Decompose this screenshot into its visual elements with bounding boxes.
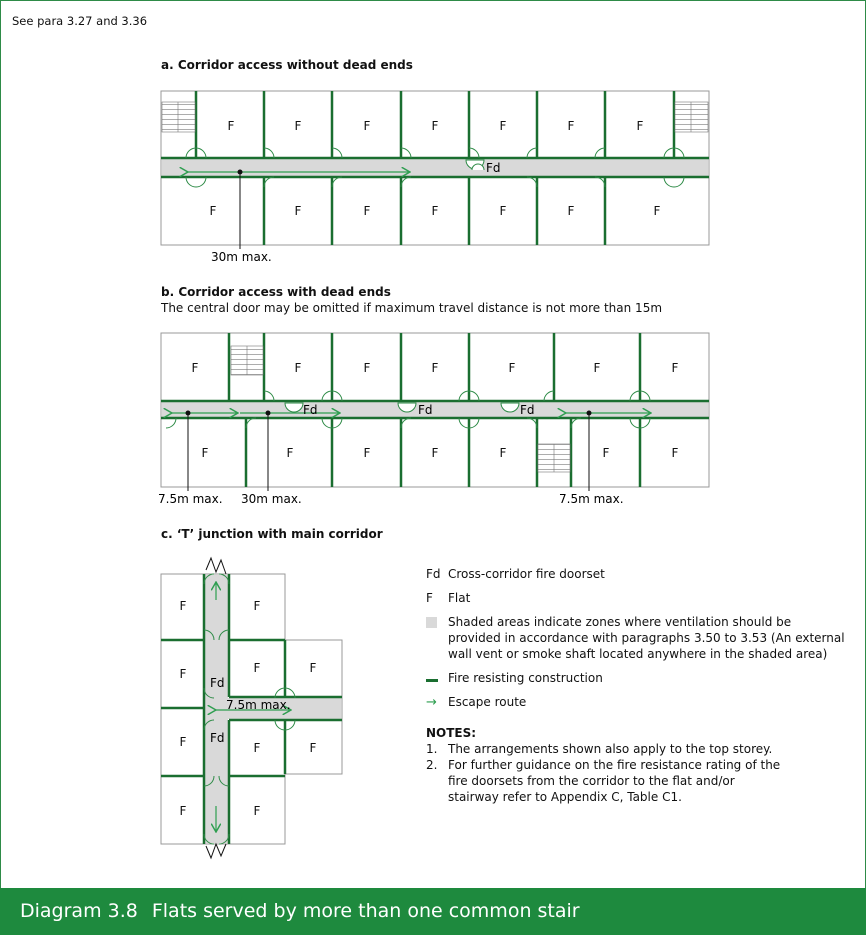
flat-label: F [671,361,679,375]
flat-label: F [253,804,261,818]
flat-label: F [179,804,187,818]
flat-label: F [431,204,439,218]
flat-label: F [179,599,187,613]
flat-label: F [191,361,199,375]
legend-flat-text: Flat [448,591,471,605]
legend-shade-text: Shaded areas indicate zones where ventilation should be provided in accordance with paragraphs 3.50 to 3.53 (An external wall vent or smoke shaft located anywhere in the shaded area) [448,615,845,661]
flat-label: F [567,119,575,133]
legend-escape-text: Escape route [448,695,527,709]
flat-label: F [179,667,187,681]
distance-label-30m: 30m max. [241,492,302,506]
flat-label: F [636,119,644,133]
fd-label: Fd [520,403,535,417]
flat-label: F [499,204,507,218]
flat-label: F [286,446,294,460]
plan-a [161,91,709,249]
legend [426,566,846,805]
section-b-title: b. Corridor access with dead ends [161,285,391,299]
flat-label: F [431,446,439,460]
flat-label: F [227,119,235,133]
flat-label: F [602,446,610,460]
flat-label: F [309,741,317,755]
shaded-area-swatch [426,617,437,628]
flat-label: F [653,204,661,218]
flat-label: F [294,204,302,218]
note-number: 2. [426,758,438,772]
escape-arrow-icon: → [426,695,437,710]
note-text: The arrangements shown also apply to the top storey. [448,742,773,756]
note-text: For further guidance on the fire resistance rating of the fire doorsets from the corridor to the flat and/or stairway refer to Appendix C, Table C1. [448,758,781,804]
flat-label: F [294,119,302,133]
flat-label: F [363,204,371,218]
section-c-title: c. ‘T’ junction with main corridor [161,527,383,541]
fd-label: Fd [210,731,225,745]
legend-flat-key: F [426,591,433,605]
distance-label-7-5m: 7.5m max. [559,492,624,506]
legend-fire [426,670,846,686]
flat-label: F [253,599,261,613]
distance-label-7-5m: 7.5m max. [226,698,291,712]
flat-label: F [593,361,601,375]
plan-b [161,333,709,491]
flat-label: F [431,119,439,133]
flat-label: F [431,361,439,375]
flat-label: F [499,119,507,133]
flat-label: F [363,446,371,460]
legend-flat [426,590,846,606]
flat-label: F [253,741,261,755]
distance-label-30m: 30m max. [211,250,272,264]
section-a-title: a. Corridor access without dead ends [161,58,413,72]
legend-fd [426,566,846,582]
flat-label: F [179,735,187,749]
legend-shade [426,614,846,662]
flat-label: F [567,204,575,218]
legend-fire-text: Fire resisting construction [448,671,603,685]
distance-label-7-5m: 7.5m max. [158,492,223,506]
fire-construction-swatch [426,679,438,682]
legend-fd-key: Fd [426,567,441,581]
legend-fd-text: Cross-corridor fire doorset [448,567,605,581]
flat-label: F [499,446,507,460]
legend-escape [426,694,846,711]
fd-label: Fd [303,403,318,417]
flat-label: F [309,661,317,675]
fd-label: Fd [418,403,433,417]
flat-label: F [363,361,371,375]
fd-label: Fd [486,161,501,175]
flat-label: F [508,361,516,375]
notes-heading: NOTES: [426,726,477,740]
diagram-caption-bar [0,888,866,935]
flat-label: F [363,119,371,133]
section-b-subtitle: The central door may be omitted if maximum travel distance is not more than 15m [161,301,663,315]
flat-label: F [671,446,679,460]
flat-label: F [209,204,217,218]
fd-label: Fd [210,676,225,690]
note-item [426,741,846,757]
flat-label: F [201,446,209,460]
flat-label: F [294,361,302,375]
flat-label: F [253,661,261,675]
diagram-caption: Flats served by more than one common stair [151,900,580,922]
note-number: 1. [426,742,438,756]
see-para-note: See para 3.27 and 3.36 [12,14,148,28]
diagram-number: Diagram 3.8 [20,900,138,922]
note-item [426,757,846,805]
